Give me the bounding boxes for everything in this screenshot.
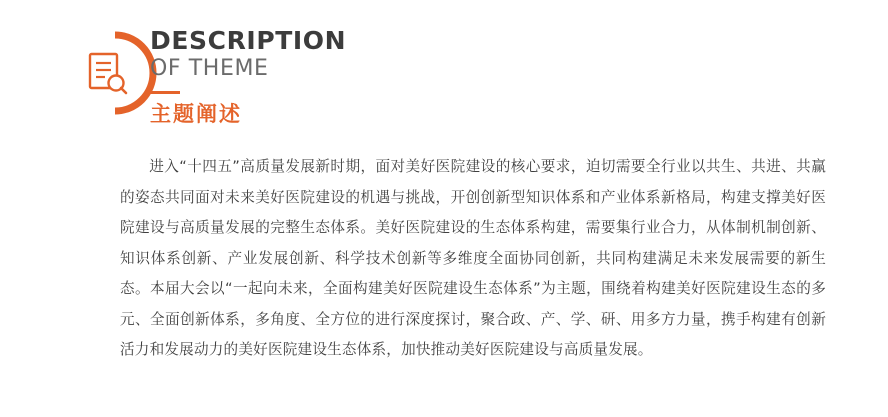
title-english-line1: DESCRIPTION [150,26,347,55]
title-divider-rule [150,91,180,94]
document-emblem-icon [72,30,158,116]
title-english-line2: OF THEME [150,56,269,81]
header-title-group [150,26,810,127]
document-sheet-icon [86,52,128,96]
title-chinese: 主题阐述 [150,102,242,126]
theme-description-paragraph: 进入“十四五”高质量发展新时期，面对美好医院建设的核心要求，迫切需要全行业以共生、共进、共赢的姿态共同面对未来美好医院建设的机遇与挑战，开创创新型知识体系和产业体系新格局，构建支撑美好医院建设与高质量发展的完整生态体系。美好医院建设的生态体系构建，需要集行业合力，从体制机制创新、知识体系创新、产业发展创新、科学技术创新等多维度全面协同创新，共同构建满足未来发展需要的新生态。本届大会以“一起向未来，全面构建美好医院建设生态体系”为主题，围绕着构建美好医院建设生态的多元、全面创新体系，多角度、全方位的进行深度探讨，聚合政、产、学、研、用多方力量，携手构建有创新活力和发展动力的美好医院建设生态体系，加快推动美好医院建设与高质量发展。 [120,158,826,358]
section-header [72,26,832,138]
